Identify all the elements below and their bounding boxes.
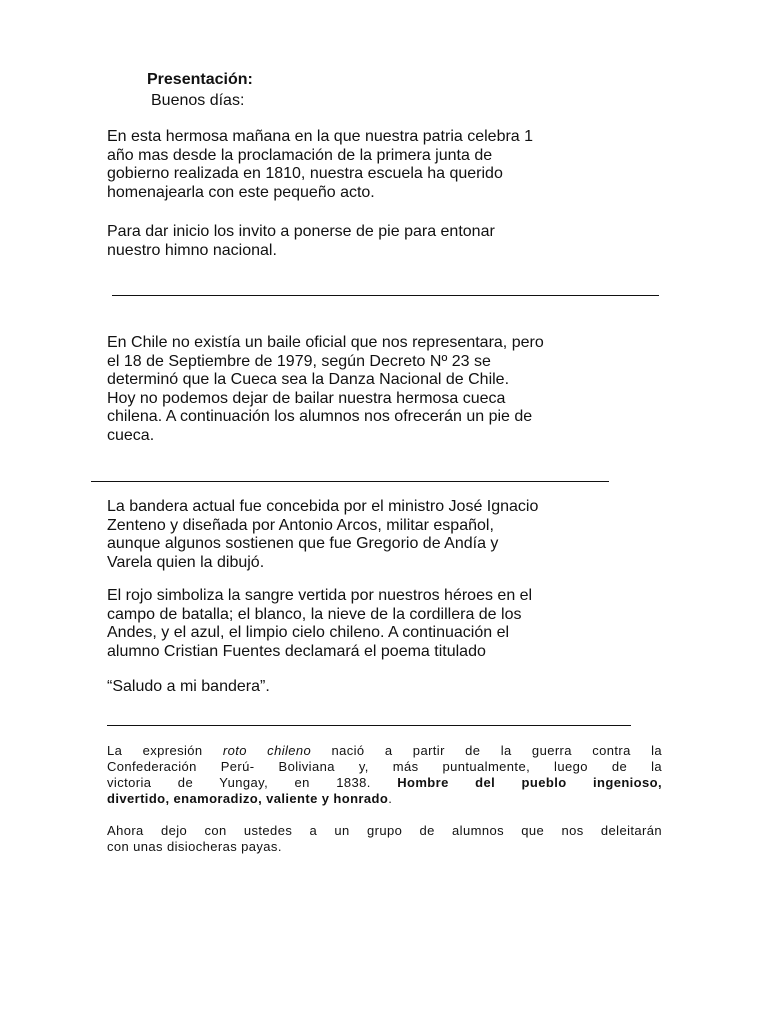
text-segment: La expresión bbox=[107, 743, 223, 758]
divider-rule bbox=[107, 725, 631, 726]
text-line: El rojo simboliza la sangre vertida por nuestros héroes en el bbox=[107, 587, 533, 604]
text-line: En Chile no existía un baile oficial que nos representara, pero bbox=[107, 334, 544, 351]
poem-title: “Saludo a mi bandera”. bbox=[107, 678, 270, 695]
colors-paragraph bbox=[107, 587, 532, 661]
intro-paragraph bbox=[107, 128, 533, 202]
divider-rule bbox=[91, 481, 609, 482]
roto-chileno-paragraph bbox=[107, 743, 662, 807]
text-line: nuestro himno nacional. bbox=[107, 241, 277, 259]
divider-rule bbox=[112, 295, 659, 296]
text-line: Zenteno y diseñada por Antonio Arcos, militar español, bbox=[107, 516, 494, 534]
text-line: año mas desde la proclamación de la primera junta de bbox=[107, 146, 493, 164]
text-line: chilena. A continuación los alumnos nos ofrecerán un pie de bbox=[107, 408, 533, 426]
text-line: con unas disiocheras payas. bbox=[107, 839, 282, 854]
text-line: campo de batalla; el blanco, la nieve de la cordillera de los bbox=[107, 605, 522, 623]
text-line: Confederación Perú- Boliviana y, más puntualmente, luego de la bbox=[107, 759, 662, 774]
italic-term: roto chileno bbox=[222, 743, 312, 758]
text-segment: victoria de Yungay, en 1838. bbox=[107, 775, 398, 790]
text-line: homenajearla con este pequeño acto. bbox=[107, 183, 375, 201]
text-segment: . bbox=[388, 791, 393, 806]
text-line bbox=[107, 743, 662, 759]
text-line: cueca. bbox=[107, 426, 155, 444]
payas-paragraph bbox=[107, 823, 662, 855]
text-line bbox=[107, 791, 662, 807]
page-title: Presentación: bbox=[147, 71, 253, 88]
text-line: gobierno realizada en 1810, nuestra escuela ha querido bbox=[107, 165, 503, 183]
text-line bbox=[107, 775, 662, 791]
text-segment: nació a partir de la guerra contra la bbox=[311, 743, 662, 758]
flag-paragraph bbox=[107, 498, 538, 572]
text-line: Para dar inicio los invito a ponerse de pie para entonar bbox=[107, 223, 495, 240]
bold-phrase: Hombre del pueblo ingenioso, bbox=[397, 775, 662, 790]
text-line: el 18 de Septiembre de 1979, según Decreto Nº 23 se bbox=[107, 352, 491, 370]
text-line: Andes, y el azul, el limpio cielo chileno. A continuación el bbox=[107, 624, 510, 642]
bold-phrase: divertido, enamoradizo, valiente y honrado bbox=[107, 791, 389, 806]
text-line: La bandera actual fue concebida por el ministro José Ignacio bbox=[107, 498, 539, 515]
anthem-paragraph bbox=[107, 223, 495, 260]
text-line: alumno Cristian Fuentes declamará el poema titulado bbox=[107, 642, 486, 660]
text-line: aunque algunos sostienen que fue Gregorio de Andía y bbox=[107, 535, 499, 553]
text-line: Varela quien la dibujó. bbox=[107, 553, 265, 571]
text-line: Ahora dejo con ustedes a un grupo de alumnos que nos deleitarán bbox=[107, 823, 662, 838]
cueca-paragraph bbox=[107, 334, 544, 446]
text-line: determinó que la Cueca sea la Danza Nacional de Chile. bbox=[107, 371, 510, 389]
text-line: Hoy no podemos dejar de bailar nuestra hermosa cueca bbox=[107, 389, 506, 407]
text-line: En esta hermosa mañana en la que nuestra patria celebra 1 bbox=[107, 128, 534, 145]
greeting: Buenos días: bbox=[151, 92, 245, 109]
